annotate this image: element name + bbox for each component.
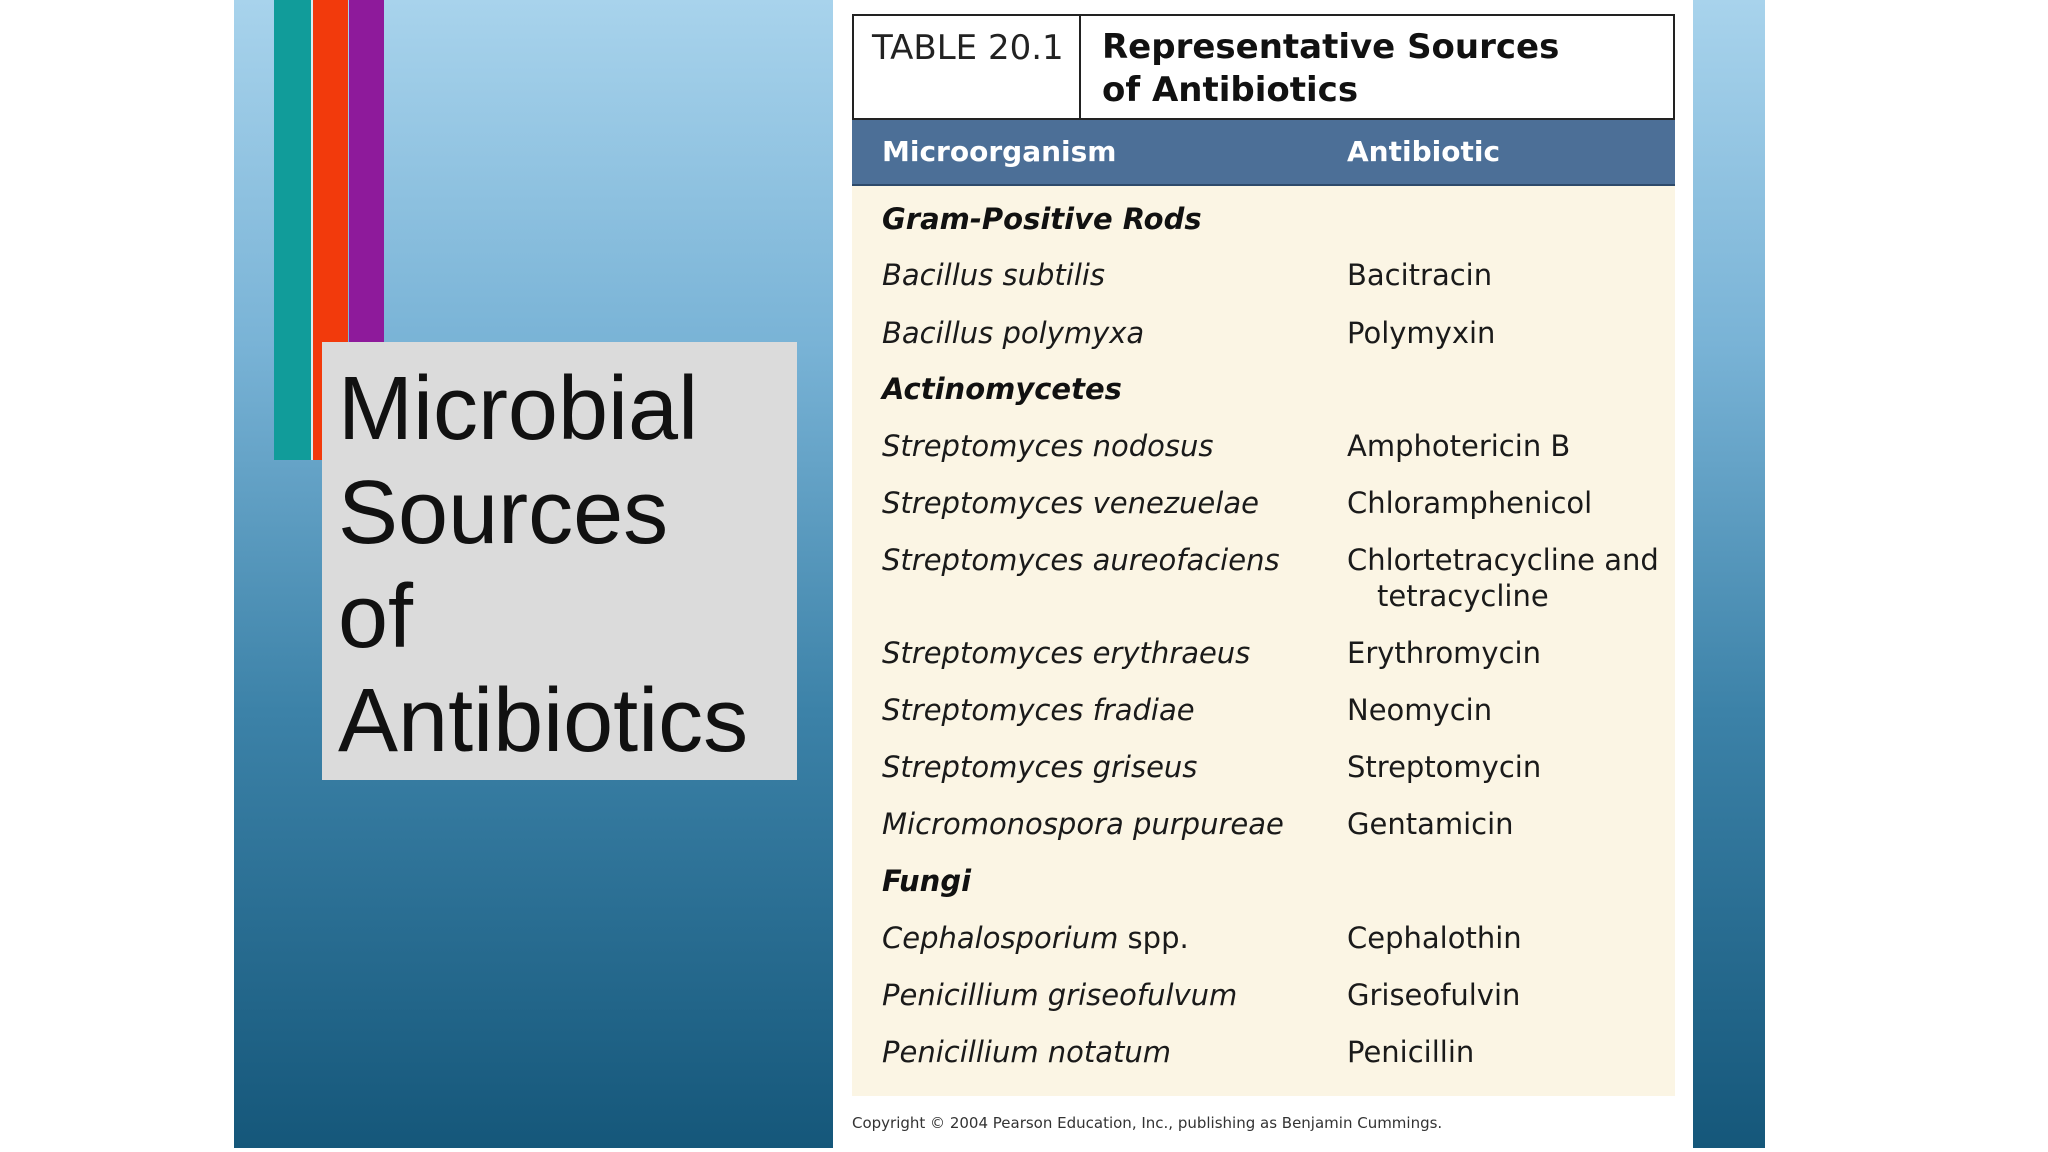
column-header-antibiotic: Antibiotic <box>1347 135 1501 168</box>
antibiotic-cell-continued: tetracycline <box>1377 579 1549 613</box>
accent-bar-teal <box>274 0 313 460</box>
organism-cell: Bacillus subtilis <box>882 258 1106 292</box>
table-column-header <box>852 120 1675 186</box>
table-heading-divider <box>1079 16 1081 118</box>
organism-cell: Streptomyces griseus <box>882 750 1198 784</box>
copyright-text: Copyright © 2004 Pearson Education, Inc., publishing as Benjamin Cummings. <box>852 1114 1443 1132</box>
organism-cell: Streptomyces aureofaciens <box>882 543 1280 577</box>
slide <box>234 0 1765 1148</box>
antibiotic-cell: Griseofulvin <box>1347 978 1521 1012</box>
slide-title-line: of <box>338 567 414 667</box>
organism-cell: Streptomyces erythraeus <box>882 636 1251 670</box>
organism-genus: Cephalosporium <box>882 921 1119 955</box>
organism-suffix: spp. <box>1127 921 1189 955</box>
table-caption-line: Representative Sources <box>1102 27 1560 67</box>
antibiotic-cell: Gentamicin <box>1347 807 1514 841</box>
column-header-microorganism: Microorganism <box>882 135 1117 168</box>
antibiotic-cell: Cephalothin <box>1347 921 1522 955</box>
table-body <box>852 186 1675 1096</box>
organism-cell: Bacillus polymyxa <box>882 316 1145 350</box>
antibiotic-cell: Bacitracin <box>1347 258 1493 292</box>
organism-cell: Streptomyces venezuelae <box>882 486 1259 520</box>
slide-title-line: Antibiotics <box>338 671 749 771</box>
antibiotic-cell: Streptomycin <box>1347 750 1542 784</box>
slide-title-line: Sources <box>338 463 669 563</box>
antibiotic-cell: Amphotericin B <box>1347 429 1571 463</box>
antibiotic-cell: Erythromycin <box>1347 636 1541 670</box>
organism-cell: Streptomyces nodosus <box>882 429 1214 463</box>
organism-cell: Streptomyces fradiae <box>882 693 1195 727</box>
organism-cell: Penicillium notatum <box>882 1035 1172 1069</box>
antibiotic-cell: Chlortetracycline and <box>1347 543 1659 577</box>
slide-title-line: Microbial <box>338 359 699 459</box>
accent-bar-purple <box>349 0 384 342</box>
table-heading <box>852 14 1675 120</box>
antibiotic-cell: Polymyxin <box>1347 316 1496 350</box>
table-caption-line: of Antibiotics <box>1102 70 1359 110</box>
slide-title-box <box>322 342 797 780</box>
organism-cell: Micromonospora purpureae <box>882 807 1284 841</box>
group-label: Gram-Positive Rods <box>882 202 1202 236</box>
group-label: Fungi <box>882 864 972 898</box>
table-caption <box>1102 26 1559 112</box>
antibiotic-cell: Neomycin <box>1347 693 1493 727</box>
table-number: TABLE 20.1 <box>872 28 1064 68</box>
antibiotic-cell: Chloramphenicol <box>1347 486 1593 520</box>
organism-cell <box>882 921 1189 955</box>
table-panel <box>833 0 1693 1148</box>
group-label: Actinomycetes <box>882 372 1122 406</box>
organism-cell: Penicillium griseofulvum <box>882 978 1238 1012</box>
antibiotic-cell: Penicillin <box>1347 1035 1475 1069</box>
